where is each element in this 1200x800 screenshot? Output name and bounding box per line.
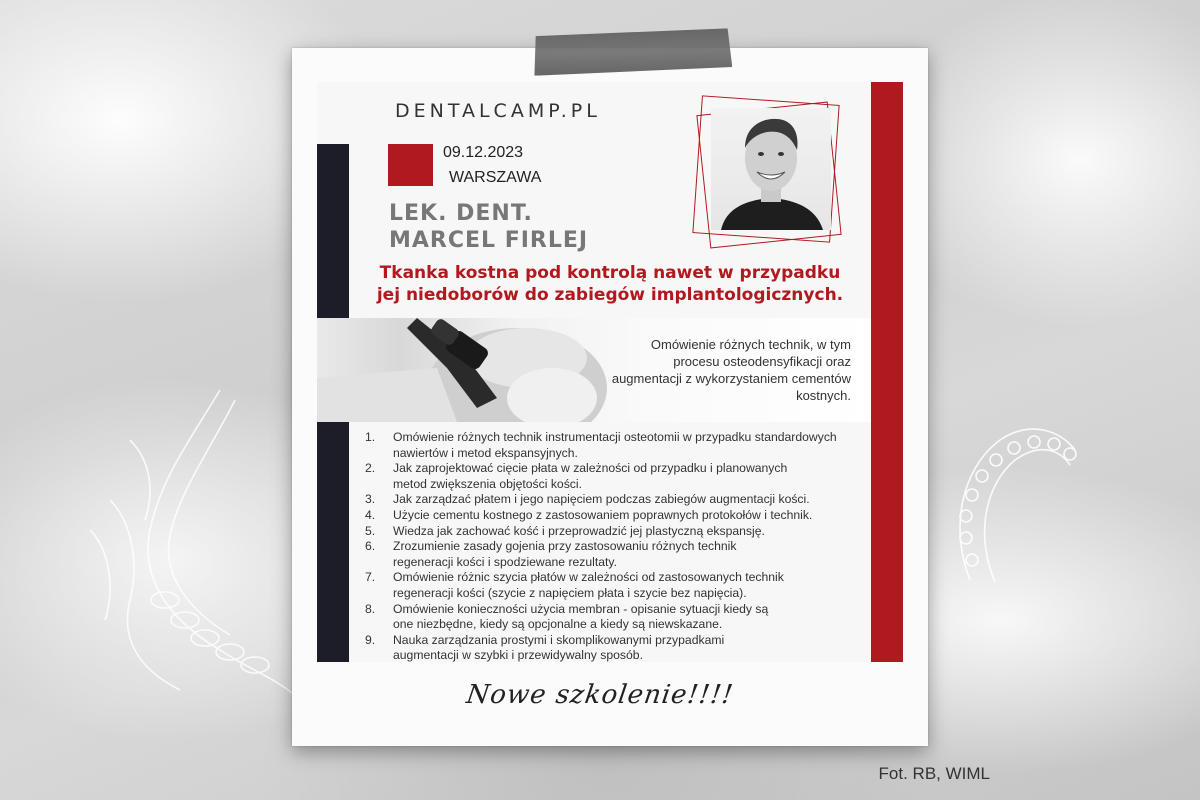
speaker-name [389, 200, 588, 254]
list-item-text: Omówienie różnych technik instrumentacji osteotomii w przypadku standardowych nawiertów i metod ekspansyjnych. [393, 430, 837, 460]
headline-line-2: jej niedoborów do zabiegów implantologicznych. [376, 285, 844, 305]
list-item-number: 1. [365, 430, 376, 444]
red-side-bar [871, 82, 903, 662]
list-item [359, 633, 869, 662]
list-item [359, 539, 869, 570]
event-date: 09.12.2023 [443, 144, 524, 161]
list-item [359, 461, 869, 492]
topic-list [359, 430, 869, 662]
handwritten-caption: Nowe szkolenie!!!! [464, 680, 736, 710]
list-item-number: 4. [365, 507, 376, 522]
list-item-text: Użycie cementu kostnego z zastosowaniem poprawnych protokołów i technik. [393, 507, 813, 522]
list-item-text: Jak zarządzać płatem i jego napięciem podczas zabiegów augmentacji kości. [393, 492, 810, 507]
jaw-sketch-icon [70, 380, 310, 710]
list-item-number: 2. [365, 461, 376, 476]
event-city: WARSZAWA [449, 169, 542, 186]
list-item-number: 8. [365, 601, 376, 616]
speaker-fullname: MARCEL FIRLEJ [389, 228, 589, 253]
topic-summary: Omówienie różnych technik, w tym procesu osteodensyfikacji oraz augmentacji z wykorzystaniem cementów kostnych. [611, 337, 851, 403]
list-item-text: Jak zaprojektować cięcie płata w zależności od przypadku i planowanych metod zwiększenia objętości kości. [393, 461, 788, 491]
list-item [359, 524, 869, 540]
list-item [359, 570, 869, 601]
list-item-number: 9. [365, 632, 376, 647]
list-item-text: Omówienie konieczności użycia membran - opisanie sytuacji kiedy są one niezbędne, kiedy są opcjonalne a kiedy są niewskazane. [393, 601, 769, 632]
list-item-number: 6. [365, 539, 376, 554]
list-item-number: 3. [365, 492, 376, 507]
photo-credit: Fot. RB, WIML [878, 764, 990, 783]
list-item-text: Wiedza jak zachować kość i przeprowadzić jej plastyczną ekspansję. [393, 523, 765, 538]
list-item [359, 430, 869, 461]
speaker-title: LEK. DENT. [389, 201, 533, 226]
event-poster [317, 82, 903, 662]
list-item-number: 5. [365, 523, 376, 538]
list-item-number: 7. [365, 570, 376, 585]
red-square-accent [388, 144, 433, 186]
speaker-portrait [711, 108, 831, 230]
list-item-text: Omówienie różnic szycia płatów w zależności od zastosowanych technik regeneracji kości (szycie z napięciem płata i szycie bez napięcia). [393, 570, 784, 600]
dental-arch-sketch-icon [940, 410, 1090, 590]
brand-name: DENTALCAMP.PL [395, 100, 601, 122]
list-item [359, 602, 869, 633]
headline-line-1: Tkanka kostna pod kontrolą nawet w przypadku [379, 263, 841, 283]
list-item [359, 508, 869, 524]
list-item [359, 492, 869, 508]
list-item-text: Nauka zarządzania prostymi i skomplikowanymi przypadkami augmentacji w szybki i przewidywalny sposób. [393, 632, 725, 662]
list-item-text: Zrozumienie zasady gojenia przy zastosowaniu różnych technik regeneracji kości i spodziewane rezultaty. [393, 539, 737, 569]
headline [355, 262, 865, 306]
